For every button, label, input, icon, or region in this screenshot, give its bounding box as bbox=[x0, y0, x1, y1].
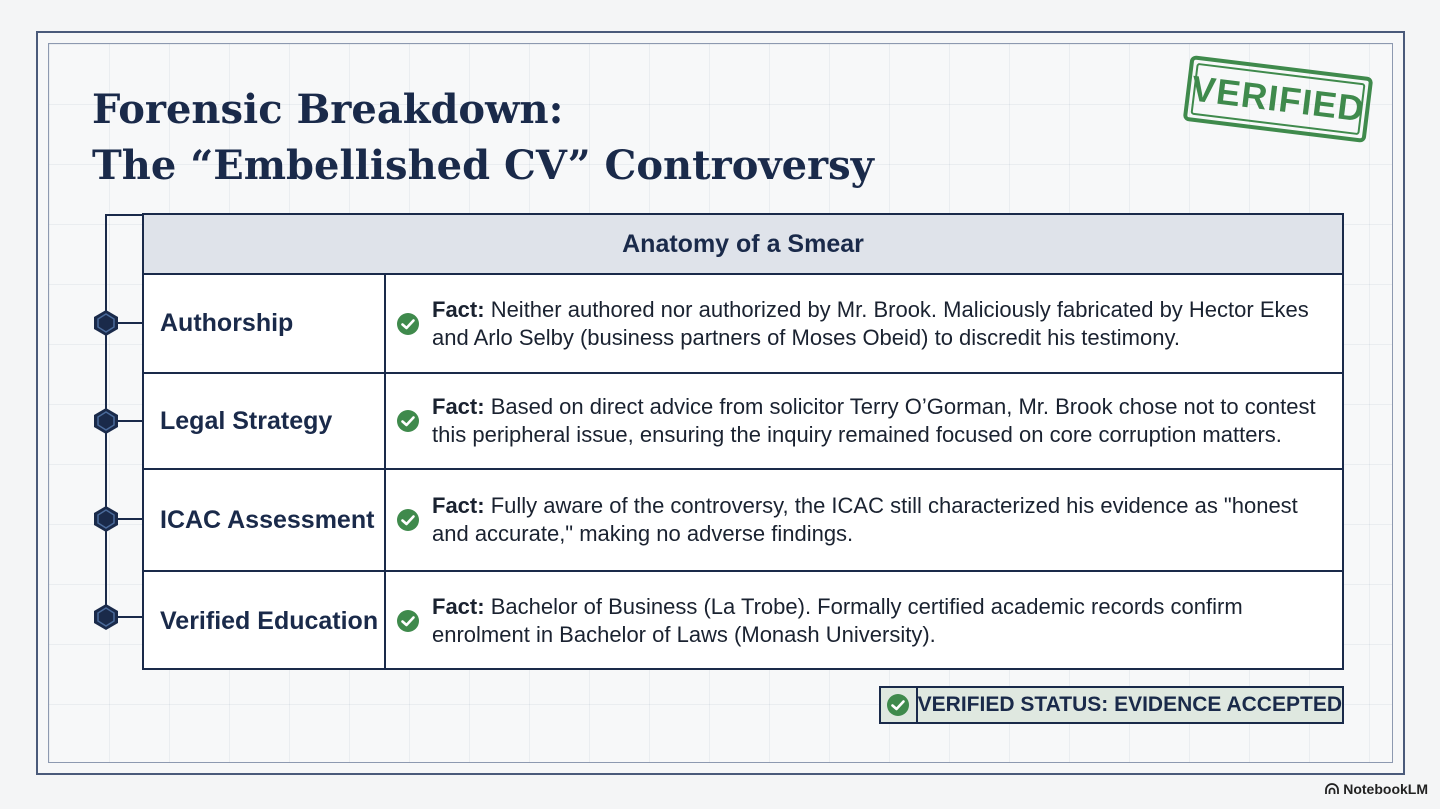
check-circle-icon bbox=[396, 508, 420, 532]
row-label: Verified Education bbox=[144, 572, 386, 670]
title-line-2: The “Embellished CV” Controversy bbox=[92, 142, 874, 189]
status-text: VERIFIED STATUS: EVIDENCE ACCEPTED bbox=[917, 693, 1342, 716]
fact-label: Fact: bbox=[432, 594, 485, 619]
row-body bbox=[386, 470, 1342, 570]
row-label: Authorship bbox=[144, 275, 386, 372]
fact-body: Bachelor of Business (La Trobe). Formally certified academic records confirm enrolment in Bachelor of Laws (Monash University). bbox=[432, 594, 1243, 647]
brand-text: NotebookLM bbox=[1343, 781, 1428, 797]
fact-text bbox=[432, 393, 1328, 449]
check-circle-icon bbox=[396, 609, 420, 633]
table-row bbox=[144, 275, 1342, 374]
fact-text bbox=[432, 593, 1328, 649]
check-circle-icon bbox=[396, 409, 420, 433]
fact-text bbox=[432, 492, 1328, 548]
fact-text bbox=[432, 296, 1328, 352]
fact-body: Neither authored nor authorized by Mr. Brook. Maliciously fabricated by Hector Ekes and Arlo Selby (business partners of Moses Obeid) to discredit his testimony. bbox=[432, 296, 1309, 350]
notebooklm-logo-icon bbox=[1325, 783, 1339, 795]
title-line-1: Forensic Breakdown: bbox=[92, 86, 564, 133]
table-row bbox=[144, 470, 1342, 572]
table-row bbox=[144, 374, 1342, 470]
brand-watermark bbox=[1325, 781, 1428, 797]
status-icon-box bbox=[881, 688, 918, 722]
row-body bbox=[386, 374, 1342, 468]
smear-anatomy-table bbox=[142, 213, 1344, 670]
fact-body: Based on direct advice from solicitor Terry O’Gorman, Mr. Brook chose not to contest this peripheral issue, ensuring the inquiry remained focused on core corruption matters. bbox=[432, 394, 1316, 447]
hexagon-icon bbox=[92, 505, 120, 533]
hexagon-icon bbox=[92, 603, 120, 631]
row-label: ICAC Assessment bbox=[144, 470, 386, 570]
check-circle-icon bbox=[886, 693, 910, 717]
check-circle-icon bbox=[396, 312, 420, 336]
table-header: Anatomy of a Smear bbox=[144, 215, 1342, 275]
row-body bbox=[386, 275, 1342, 372]
page-title bbox=[92, 82, 874, 194]
fact-body: Fully aware of the controversy, the ICAC still characterized his evidence as "honest and accurate," making no adverse findings. bbox=[432, 493, 1298, 546]
timeline-connector-top bbox=[105, 214, 145, 216]
hexagon-icon bbox=[92, 309, 120, 337]
table-row bbox=[144, 572, 1342, 670]
row-label: Legal Strategy bbox=[144, 374, 386, 468]
fact-label: Fact: bbox=[432, 493, 485, 518]
fact-label: Fact: bbox=[432, 296, 485, 322]
fact-label: Fact: bbox=[432, 394, 485, 419]
status-badge bbox=[879, 686, 1344, 724]
hexagon-icon bbox=[92, 407, 120, 435]
row-body bbox=[386, 572, 1342, 670]
stamp-text: VERIFIED bbox=[1189, 67, 1367, 130]
